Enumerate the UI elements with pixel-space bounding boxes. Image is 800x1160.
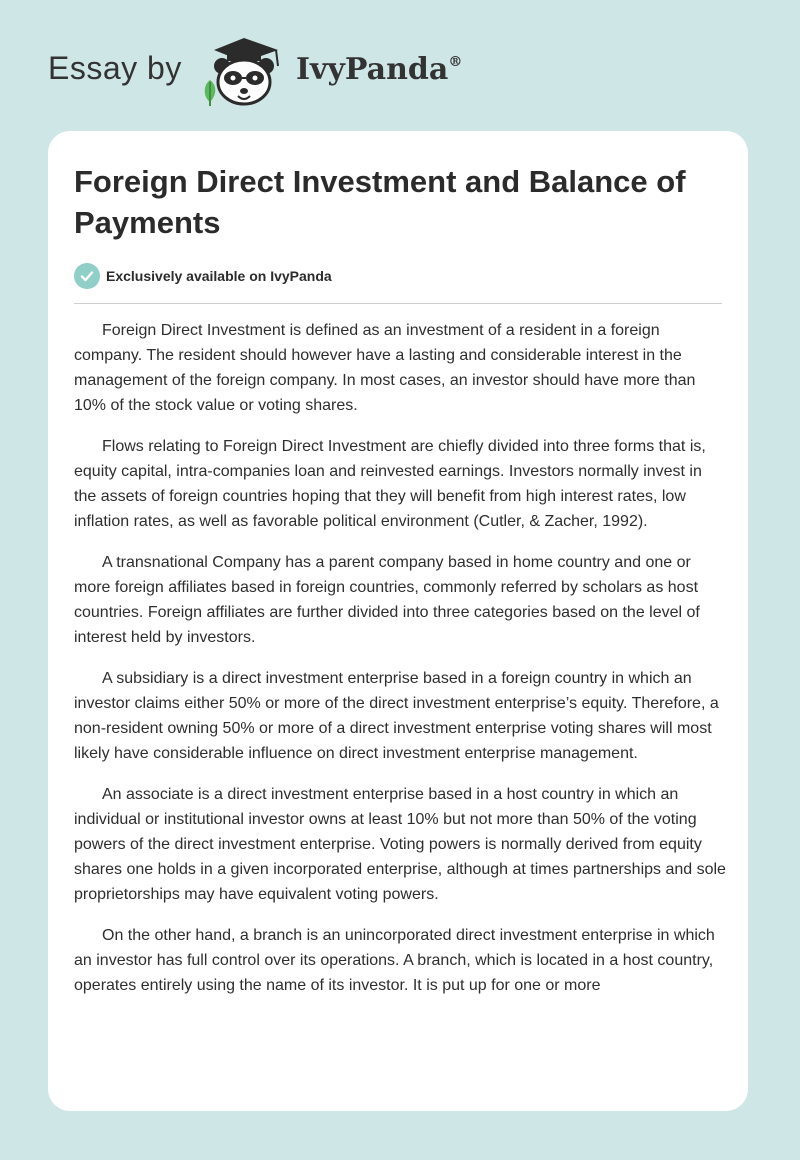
paragraph: A subsidiary is a direct investment enterprise based in a foreign country in which an investor claims either 50% or more of the direct investment enterprise’s equity. Therefore, a non-resident owning 50% or more of a direct investment enterprise voting shares will most likely have considerable influence on direct investment enterprise management. <box>74 670 719 762</box>
paragraph: Flows relating to Foreign Direct Investment are chiefly divided into three forms that is, equity capital, intra-companies loan and reinvested earnings. Investors normally invest in the assets of foreign countries hoping that they will benefit from high interest rates, low inflation rates, as well as favorable political environment (Cutler, & Zacher, 1992). <box>74 438 706 530</box>
paragraph: Foreign Direct Investment is defined as an investment of a resident in a foreign company. The resident should however have a lasting and considerable interest in the management of the foreign company. In most cases, an investor should have more than 10% of the stock value or voting shares. <box>74 322 696 414</box>
site-header <box>0 0 800 130</box>
essay-card <box>48 131 748 1111</box>
essay-by-label: Essay by <box>48 50 182 86</box>
exclusive-badge <box>74 263 332 289</box>
essay-body <box>74 318 726 1014</box>
brand-name[interactable]: IvyPanda® <box>296 52 463 87</box>
divider <box>74 303 722 304</box>
checkmark-icon <box>74 263 100 289</box>
exclusive-label: Exclusively available on IvyPanda <box>106 268 332 284</box>
page-title: Foreign Direct Investment and Balance of Payments <box>74 164 686 240</box>
paragraph: On the other hand, a branch is an unincorporated direct investment enterprise in which an investor has full control over its operations. A branch, which is located in a host country, operates entirely using the name of its investor. It is put up for one or more <box>74 927 715 994</box>
panda-logo-icon[interactable] <box>196 36 292 108</box>
paragraph: An associate is a direct investment enterprise based in a host country in which an individual or institutional investor owns at least 10% but not more than 50% of the voting powers of the direct investment enterprise. Voting powers is normally derived from equity shares one holds in a given incorporated enterprise, although at times partnerships and sole proprietorships may have equivalent voting powers. <box>74 786 726 903</box>
paragraph: A transnational Company has a parent company based in home country and one or more foreign affiliates based in foreign countries, commonly referred by scholars as host countries. Foreign affiliates are further divided into three categories based on the level of interest held by investors. <box>74 554 700 646</box>
